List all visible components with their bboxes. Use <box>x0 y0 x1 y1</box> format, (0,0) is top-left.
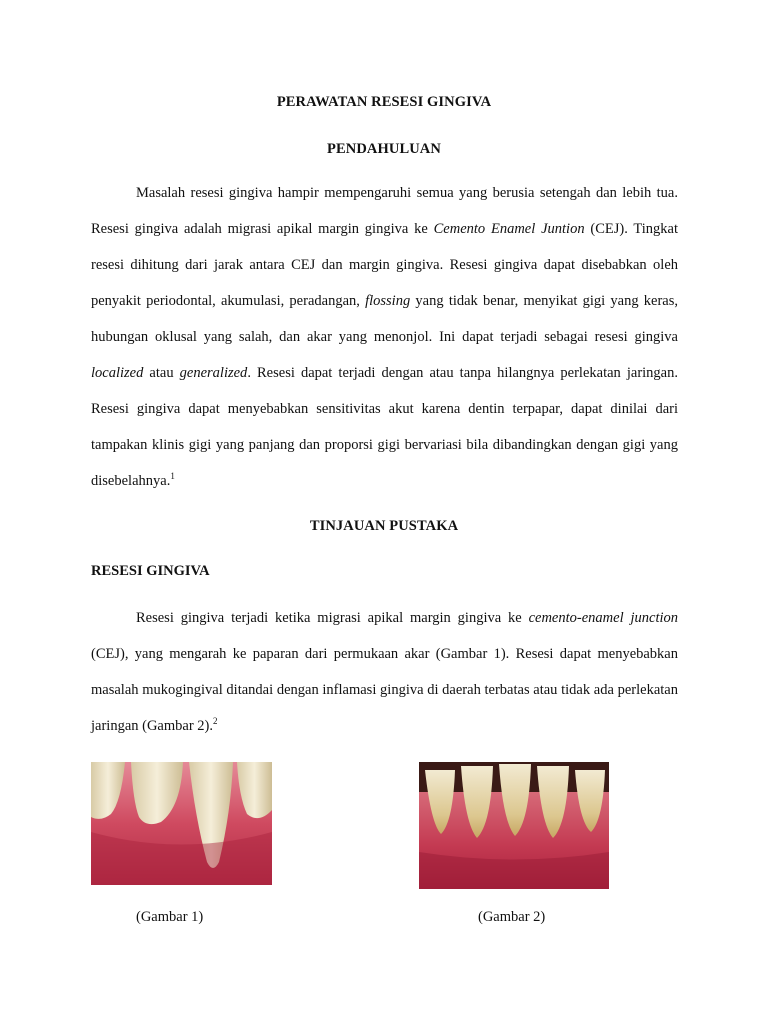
figure-1-gingival-recession-photo <box>91 762 272 885</box>
document-title: PERAWATAN RESESI GINGIVA <box>276 94 492 110</box>
review-paragraph: Resesi gingiva terjadi ketika migrasi apikal margin gingiva ke cemento-enamel junction (CEJ), yang mengarah ke paparan dari permukaan akar (Gambar 1). Resesi dapat menyebabkan masalah mukogingival ditandai dengan inflamasi gingiva di daerah terbatas atau tidak ada perlekatan jaringan (Gambar 2).$^2$ <box>91 610 678 734</box>
figure-2-gingival-inflammation-photo <box>419 762 609 889</box>
section-heading-intro: PENDAHULUAN <box>327 141 441 157</box>
citation-1: 1 <box>170 471 175 481</box>
subsection-heading: RESESI GINGIVA <box>91 563 210 579</box>
section-heading-review: TINJAUAN PUSTAKA <box>309 518 459 534</box>
intro-paragraph: Masalah resesi gingiva hampir mempengaruhi semua yang berusia setengah dan lebih tua. Resesi gingiva adalah migrasi apikal margin gingiva ke Cemento Enamel Juntion (CEJ). Tingkat resesi dihitung dari jarak antara CEJ dan margin gingiva. Resesi gingiva dapat disebabkan oleh penyakit periodontal, akumulasi, peradangan, flossing yang tidak benar, menyikat gigi yang keras, hubungan oklusal yang salah, dan akar yang menonjol. Ini dapat terjadi sebagai resesi gingiva localized atau generalized. Resesi dapat terjadi dengan atau tanpa hilangnya perlekatan jaringan. Resesi gingiva dapat menyebabkan sensitivitas akut karena dentin terpapar, dapat dinilai dari tampakan klinis gigi yang panjang dan proporsi gigi bervariasi bila dibandingkan dengan gigi yang disebelahnya.$^1$ <box>91 185 679 489</box>
citation-2: 2 <box>213 716 218 726</box>
figure-2-caption: (Gambar 2) <box>478 909 546 925</box>
figure-1-caption: (Gambar 1) <box>136 909 204 925</box>
